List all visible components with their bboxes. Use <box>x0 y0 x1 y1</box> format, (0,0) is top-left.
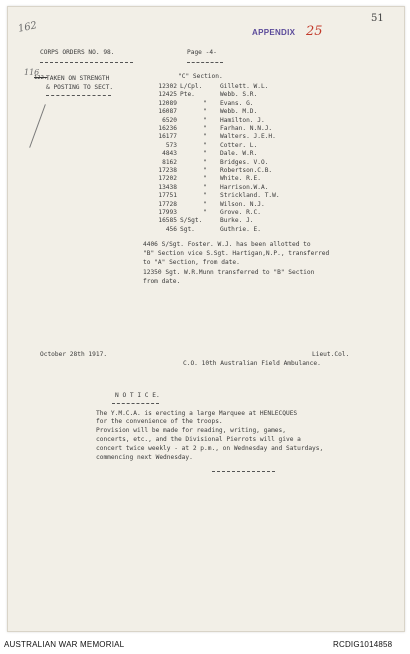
soldier-name: Wilson. N.J. <box>220 200 265 208</box>
soldier-rank: " <box>203 209 207 216</box>
soldier-rank: " <box>203 175 207 183</box>
soldier-name: Gillett. W.L. <box>220 83 269 90</box>
soldier-rank: L/Cpl. <box>180 83 203 90</box>
soldier-name: Harrison.W.A. <box>220 183 269 191</box>
soldier-name: Strickland. T.W. <box>220 192 280 200</box>
service-number: 16177 <box>158 133 177 141</box>
signatory-unit: C.O. 10th Australian Field Ambulance. <box>183 360 321 367</box>
soldier-name: Guthrie. E. <box>220 225 261 233</box>
service-number: 12089 <box>158 99 177 107</box>
notice-title: N O T I C E. <box>115 392 160 399</box>
soldier-rank: " <box>203 150 207 158</box>
soldier-name: Walters. J.E.H. <box>220 133 276 141</box>
page-label: Page -4- <box>187 49 217 56</box>
notice-line-3: Provision will be made for reading, writing, games, <box>96 427 286 434</box>
section-heading-line-2: & POSTING TO SECT. <box>46 84 114 91</box>
notice-line-5: concert twice weekly - at 2 p.m., on Wednesday and Saturdays, <box>96 445 324 452</box>
c-section-title: "C" Section. <box>178 73 223 80</box>
service-number: 16236 <box>158 125 177 132</box>
margin-ref-number: 116 <box>24 68 40 77</box>
notice-line-4: concerts, etc., and the Divisional Pierrots will give a <box>96 436 301 443</box>
service-number: 16087 <box>158 108 177 116</box>
margin-folio-number: 162 <box>17 20 39 35</box>
service-number: 17238 <box>158 167 177 174</box>
soldier-rank: " <box>203 183 207 191</box>
notice-line-1: The Y.M.C.A. is erecting a large Marquee at HENLECQUES <box>96 410 298 417</box>
soldier-name: Webb. M.D. <box>220 108 258 116</box>
signatory-rank: Lieut.Col. <box>312 351 350 358</box>
corps-orders-title: CORPS ORDERS NO. 98. <box>40 49 115 56</box>
soldier-rank: " <box>203 99 207 107</box>
soldier-rank: " <box>203 125 207 132</box>
service-number: 4843 <box>162 150 177 158</box>
notice-end-rule <box>212 471 275 472</box>
service-number: 17751 <box>158 192 177 200</box>
title-underline <box>40 62 133 63</box>
soldier-rank: " <box>203 192 207 200</box>
soldier-name: Dale. W.R. <box>220 150 258 158</box>
service-number: 17728 <box>158 200 177 208</box>
soldier-rank: " <box>203 108 207 116</box>
allotment-line-1: 4406 S/Sgt. Foster. W.J. has been allotted to <box>143 241 311 248</box>
allotment-line-5: from date. <box>143 278 181 285</box>
archive-id: RCDIG1014858 <box>333 640 393 649</box>
notice-line-2: for the convenience of the troops. <box>96 418 223 425</box>
allotment-line-2: "B" Section vice S.Sgt. Hartigan,N.P., transferred <box>143 250 330 257</box>
service-number: 16585 <box>158 217 177 225</box>
service-number: 13438 <box>158 183 177 191</box>
soldier-name: Evans. G. <box>220 99 254 107</box>
allotment-line-4: 12350 Sgt. W.R.Munn transferred to "B" Section <box>143 269 315 276</box>
appendix-stamp: APPENDIX <box>252 28 296 37</box>
soldier-rank: " <box>203 200 207 208</box>
struck-ref-number: 122. <box>34 75 48 81</box>
soldier-rank: S/Sgt. <box>180 217 203 225</box>
service-number: 12425 <box>158 91 177 99</box>
soldier-name: Grove. R.C. <box>220 209 261 216</box>
soldier-name: Hamilton. J. <box>220 116 265 124</box>
service-number: 17993 <box>158 209 177 216</box>
soldier-name: Cotter. L. <box>220 141 258 149</box>
notice-underline <box>112 403 159 404</box>
service-number: 573 <box>165 141 177 149</box>
soldier-rank: Sgt. <box>180 225 195 233</box>
order-date: October 28th 1917. <box>40 351 108 358</box>
page-number: 51 <box>371 13 384 24</box>
service-number: 8162 <box>162 158 177 166</box>
page-underline <box>187 62 223 63</box>
soldier-rank: " <box>203 158 207 166</box>
service-number: 456 <box>165 225 177 233</box>
soldier-name: Robertson.C.B. <box>220 167 273 174</box>
archive-credit: AUSTRALIAN WAR MEMORIAL <box>4 640 125 649</box>
soldier-name: Bridges. V.O. <box>220 158 269 166</box>
allotment-line-3: to "A" Section, from date. <box>143 259 240 266</box>
soldier-name: Webb. S.R. <box>220 91 258 99</box>
service-number: 12302 <box>158 83 177 90</box>
section-heading-line-1: TAKEN ON STRENGTH <box>46 75 110 82</box>
notice-line-6: commencing next Wednesday. <box>96 454 193 461</box>
appendix-number: 25 <box>306 24 323 39</box>
soldier-rank: " <box>203 167 207 174</box>
soldier-rank: " <box>203 133 207 141</box>
soldier-name: White. R.E. <box>220 175 261 183</box>
soldier-rank: " <box>203 116 207 124</box>
soldier-rank: Pte. <box>180 91 195 99</box>
section-heading-underline <box>46 95 111 96</box>
soldier-name: Farhan. N.N.J. <box>220 125 273 132</box>
service-number: 17202 <box>158 175 177 183</box>
soldier-rank: " <box>203 141 207 149</box>
soldier-name: Burke. J. <box>220 217 254 225</box>
service-number: 6520 <box>162 116 177 124</box>
